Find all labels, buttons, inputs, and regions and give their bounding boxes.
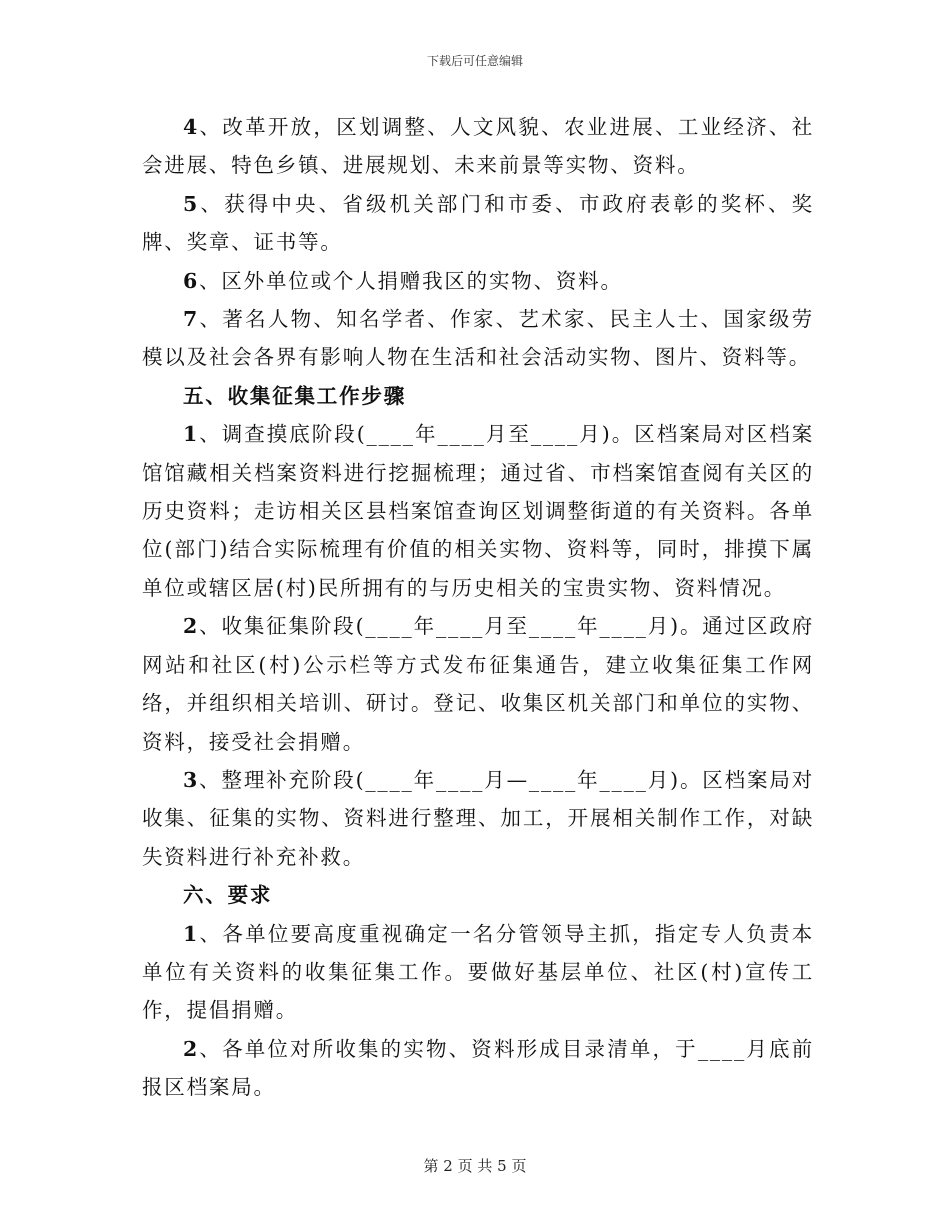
item-number: 7 — [183, 307, 200, 332]
page-number: 第 2 页 共 5 页 — [423, 1157, 527, 1175]
item-number: 3 — [183, 767, 200, 792]
item-text: 、调查摸底阶段(____年____月至____月)。区档案局对区档案馆馆藏相关档案资料进行挖掘梳理；通过省、市档案馆查阅有关区的历史资料；走访相关区县档案馆查询区划调整街道的有关资料。各单位(部门)结合实际梳理有价值的相关实物、资料等，同时，排摸下属单位或辖区居(村)民所拥有的与历史相关的宝贵实物、资料情况。 — [142, 422, 814, 600]
item-text: 、各单位要高度重视确定一名分管领导主抓，指定专人负责本单位有关资料的收集征集工作。要做好基层单位、社区(村)宣传工作，提倡捐赠。 — [142, 921, 814, 1023]
list-item — [142, 108, 814, 185]
document-body — [142, 108, 814, 1107]
item-number: 6 — [183, 268, 200, 293]
section-heading: 六、要求 — [183, 883, 273, 908]
list-item — [142, 300, 814, 377]
page-header-note: 下载后可任意编辑 — [426, 54, 523, 68]
item-text: 、改革开放，区划调整、人文风貌、农业进展、工业经济、社会进展、特色乡镇、进展规划、未来前景等实物、资料。 — [142, 115, 814, 178]
list-item — [142, 915, 814, 1030]
item-text: 、整理补充阶段(____年____月—____年____月)。区档案局对收集、征集的实物、资料进行整理、加工，开展相关制作工作，对缺失资料进行补充补救。 — [142, 767, 814, 869]
item-number: 4 — [183, 115, 200, 139]
section-heading: 五、收集征集工作步骤 — [183, 383, 406, 408]
item-text: 、著名人物、知名学者、作家、艺术家、民主人士、国家级劳模以及社会各界有影响人物在生活和社会活动实物、图片、资料等。 — [142, 307, 814, 370]
list-item — [142, 262, 814, 300]
item-number: 1 — [183, 921, 200, 946]
item-number: 2 — [183, 614, 200, 639]
item-number: 1 — [183, 422, 200, 447]
item-text: 、各单位对所收集的实物、资料形成目录清单，于____月底前报区档案局。 — [142, 1036, 814, 1100]
item-number: 5 — [183, 191, 200, 216]
item-number: 2 — [183, 1036, 200, 1061]
list-item — [142, 1030, 814, 1107]
item-text: 、区外单位或个人捐赠我区的实物、资料。 — [199, 268, 623, 293]
list-item — [142, 185, 814, 262]
list-item — [142, 607, 814, 761]
item-text: 、收集征集阶段(____年____月至____年____月)。通过区政府网站和社区(村)公示栏等方式发布征集通告，建立收集征集工作网络，并组织相关培训、研讨。登记、收集区机关部门和单位的实物、资料，接受社会捐赠。 — [142, 614, 814, 754]
list-item — [142, 761, 814, 876]
item-text: 、获得中央、省级机关部门和市委、市政府表彰的奖杯、奖牌、奖章、证书等。 — [142, 191, 814, 255]
list-item — [142, 415, 814, 607]
